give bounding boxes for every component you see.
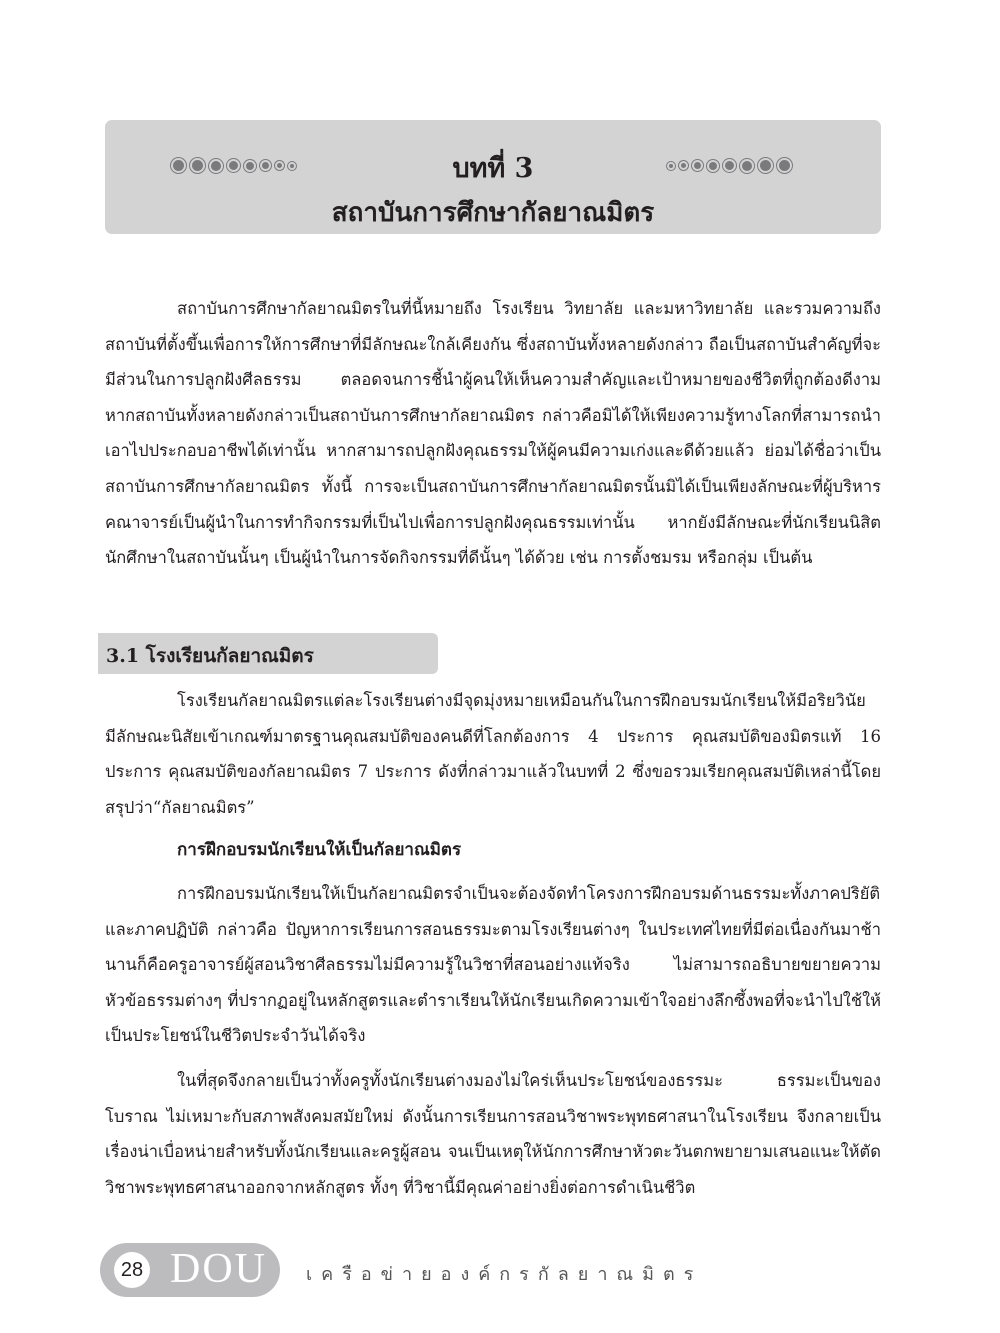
network-name: เครือข่ายองค์กรกัลยาณมิตร bbox=[306, 1264, 703, 1285]
section-paragraph: โรงเรียนกัลยาณมิตรแต่ละโรงเรียนต่างมีจุดมุ่งหมายเหมือนกันในการฝึกอบรมนักเรียนให้มีอริยวินัย มีลักษณะนิสัยเข้าเกณฑ์มาตรฐานคุณสมบัติของคนดีที่โลกต้องการ 4 ประการ คุณสมบัติของมิตรแท้ 16 ประการ คุณสมบัติของกัลยาณมิตร 7 ประการ ดังที่กล่าวมาแล้วในบทที่ 2 ซึ่งขอรวมเรียกคุณสมบัติเหล่านี้โดยสรุปว่า“กัลยาณมิตร” bbox=[105, 691, 881, 817]
subsection-text-block-1 bbox=[105, 876, 881, 1054]
dou-logo: DOU bbox=[170, 1246, 267, 1292]
subsection-heading: การฝึกอบรมนักเรียนให้เป็นกัลยาณมิตร bbox=[177, 840, 462, 860]
section-heading-bar bbox=[98, 633, 438, 674]
chapter-number: บทที่ 3 bbox=[452, 153, 534, 184]
page-number: 28 bbox=[114, 1252, 150, 1288]
subsection-paragraph-1: การฝึกอบรมนักเรียนให้เป็นกัลยาณมิตรจำเป็นจะต้องจัดทำโครงการฝึกอบรมด้านธรรมะทั้งภาคปริยัติและภาคปฏิบัติ กล่าวคือ ปัญหาการเรียนการสอนธรรมะตามโรงเรียนต่างๆ ในประเทศไทยที่มีต่อเนื่องกันมาช้านานก็คือครูอาจารย์ผู้สอนวิชาศีลธรรมไม่มีความรู้ในวิชาที่สอนอย่างแท้จริง ไม่สามารถอธิบายขยายความหัวข้อธรรมต่างๆ ที่ปรากฏอยู่ในหลักสูตรและตำราเรียนให้นักเรียนเกิดความเข้าใจอย่างลึกซึ้งพอที่จะนำไปใช้ให้เป็นประโยชน์ในชีวิตประจำวันได้จริง bbox=[105, 884, 881, 1046]
section-heading: 3.1 โรงเรียนกัลยาณมิตร bbox=[106, 645, 314, 667]
subsection-paragraph-2: ในที่สุดจึงกลายเป็นว่าทั้งครูทั้งนักเรียนต่างมองไม่ใคร่เห็นประโยชน์ของธรรมะ ธรรมะเป็นของโบราณ ไม่เหมาะกับสภาพสังคมสมัยใหม่ ดังนั้นการเรียนการสอนวิชาพระพุทธศาสนาในโรงเรียน จึงกลายเป็นเรื่องน่าเบื่อหน่ายสำหรับทั้งนักเรียนและครูผู้สอน จนเป็นเหตุให้นักการศึกษาหัวตะวันตกพยายามเสนอแนะให้ตัดวิชาพระพุทธศาสนาออกจากหลักสูตร ทั้งๆ ที่วิชานี้มีคุณค่าอย่างยิ่งต่อการดำเนินชีวิต bbox=[105, 1071, 881, 1197]
intro-text-block bbox=[105, 291, 881, 576]
section-text-block bbox=[105, 683, 881, 825]
subsection-text-block-2 bbox=[105, 1063, 881, 1205]
chapter-title: สถาบันการศึกษากัลยาณมิตร bbox=[331, 198, 655, 228]
chapter-banner bbox=[105, 120, 881, 234]
decorative-dots-right bbox=[667, 158, 792, 173]
footer-badge bbox=[100, 1243, 280, 1297]
intro-paragraph: สถาบันการศึกษากัลยาณมิตรในที่นี้หมายถึง โรงเรียน วิทยาลัย และมหาวิทยาลัย และรวมความถึงสถาบันที่ตั้งขึ้นเพื่อการให้การศึกษาที่มีลักษณะใกล้เคียงกัน ซึ่งสถาบันทั้งหลายดังกล่าว ถือเป็นสถาบันสำคัญที่จะมีส่วนในการปลูกฝังศีลธรรม ตลอดจนการชี้นำผู้คนให้เห็นความสำคัญและเป้าหมายของชีวิตที่ถูกต้องดีงาม หากสถาบันทั้งหลายดังกล่าวเป็นสถาบันการศึกษากัลยาณมิตร กล่าวคือมิได้ให้เพียงความรู้ทางโลกที่สามารถนำเอาไปประกอบอาชีพได้เท่านั้น หากสามารถปลูกฝังคุณธรรมให้ผู้คนมีความเก่งและดีด้วยแล้ว ย่อมได้ชื่อว่าเป็นสถาบันการศึกษากัลยาณมิตร ทั้งนี้ การจะเป็นสถาบันการศึกษากัลยาณมิตรนั้นมิได้เป็นเพียงลักษณะที่ผู้บริหารคณาจารย์เป็นผู้นำในการทำกิจกรรมที่เป็นไปเพื่อการปลูกฝังคุณธรรมเท่านั้น หากยังมีลักษณะที่นักเรียนนิสิตนักศึกษาในสถาบันนั้นๆ เป็นผู้นำในการจัดกิจกรรมที่ดีนั้นๆ ได้ด้วย เช่น การตั้งชมรม หรือกลุ่ม เป็นต้น bbox=[105, 299, 881, 568]
